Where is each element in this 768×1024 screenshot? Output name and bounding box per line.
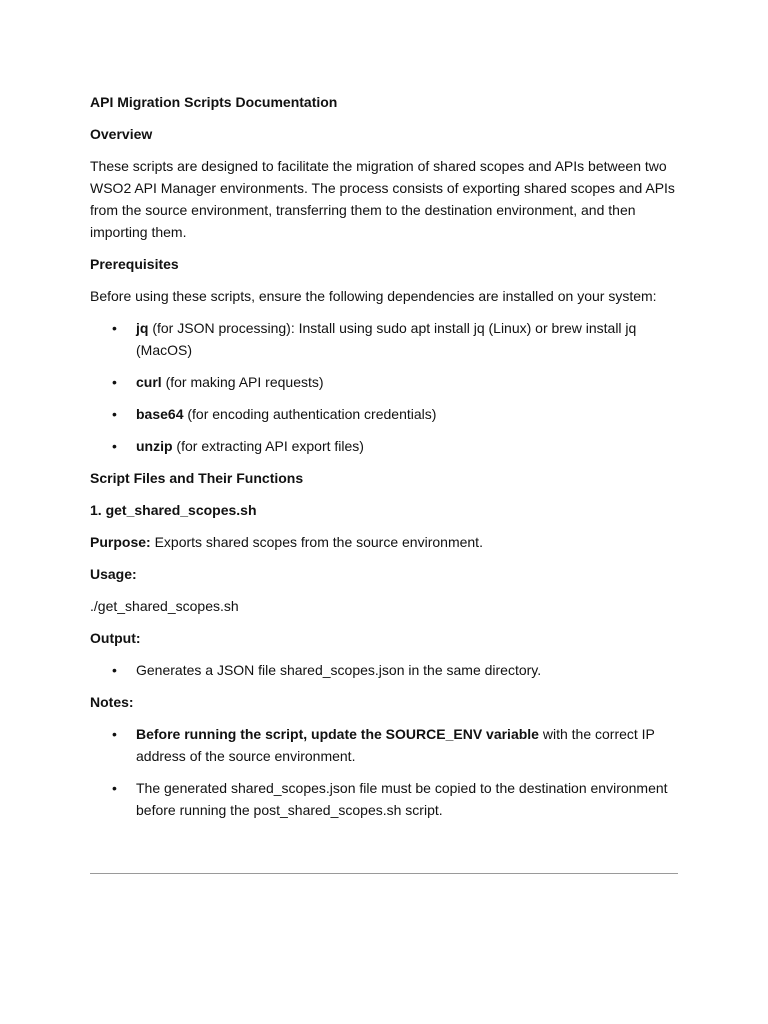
notes-list (90, 723, 678, 821)
document-title: API Migration Scripts Documentation (90, 94, 338, 110)
bullet-icon: • (112, 374, 117, 390)
list-item (90, 723, 678, 767)
list-item (90, 659, 678, 681)
prerequisites-intro: Before using these scripts, ensure the following dependencies are installed on your system: (90, 288, 657, 304)
bullet-icon: • (112, 726, 117, 742)
usage-command: ./get_shared_scopes.sh (90, 598, 239, 614)
bullet-icon: • (112, 320, 117, 336)
script1-purpose (90, 531, 678, 553)
output-label: Output: (90, 630, 141, 646)
dependency-name: jq (136, 320, 149, 336)
overview-heading: Overview (90, 126, 153, 142)
bullet-icon: • (112, 780, 117, 796)
prerequisites-heading: Prerequisites (90, 256, 179, 272)
notes-label: Notes: (90, 694, 134, 710)
output-item-text: Generates a JSON file shared_scopes.json in the same directory. (136, 662, 542, 678)
dependency-desc: (for encoding authentication credentials) (183, 406, 437, 422)
bullet-icon: • (112, 662, 117, 678)
purpose-label: Purpose: (90, 534, 151, 550)
output-list (90, 659, 678, 681)
dependency-desc: (for extracting API export files) (172, 438, 364, 454)
overview-text: These scripts are designed to facilitate the migration of shared scopes and APIs between two WSO2 API Manager environments. The process consists of exporting shared scopes and APIs from the source environment, transferring them to the destination environment, and then importing them. (90, 158, 675, 240)
list-item (90, 777, 678, 821)
dependency-name: base64 (136, 406, 184, 422)
dependency-desc: (for JSON processing): Install using sudo apt install jq (Linux) or brew install jq (MacOS) (136, 320, 637, 358)
list-item (90, 435, 678, 457)
list-item (90, 403, 678, 425)
dependency-desc: (for making API requests) (161, 374, 324, 390)
note-text: with the correct IP address of the source environment. (136, 726, 655, 764)
document-content (90, 91, 678, 831)
note-text: The generated shared_scopes.json file must be copied to the destination environment before running the post_shared_scopes.sh script. (136, 780, 668, 818)
note-bold-text: Before running the script, update the SOURCE_ENV variable (136, 726, 539, 742)
prerequisites-list (90, 317, 678, 457)
bullet-icon: • (112, 406, 117, 422)
bullet-icon: • (112, 438, 117, 454)
script1-heading: 1. get_shared_scopes.sh (90, 502, 257, 518)
list-item (90, 317, 678, 361)
list-item (90, 371, 678, 393)
dependency-name: unzip (136, 438, 173, 454)
purpose-text: Exports shared scopes from the source environment. (150, 534, 483, 550)
dependency-name: curl (136, 374, 162, 390)
horizontal-divider (90, 873, 678, 874)
script-files-heading: Script Files and Their Functions (90, 470, 304, 486)
usage-label: Usage: (90, 566, 137, 582)
